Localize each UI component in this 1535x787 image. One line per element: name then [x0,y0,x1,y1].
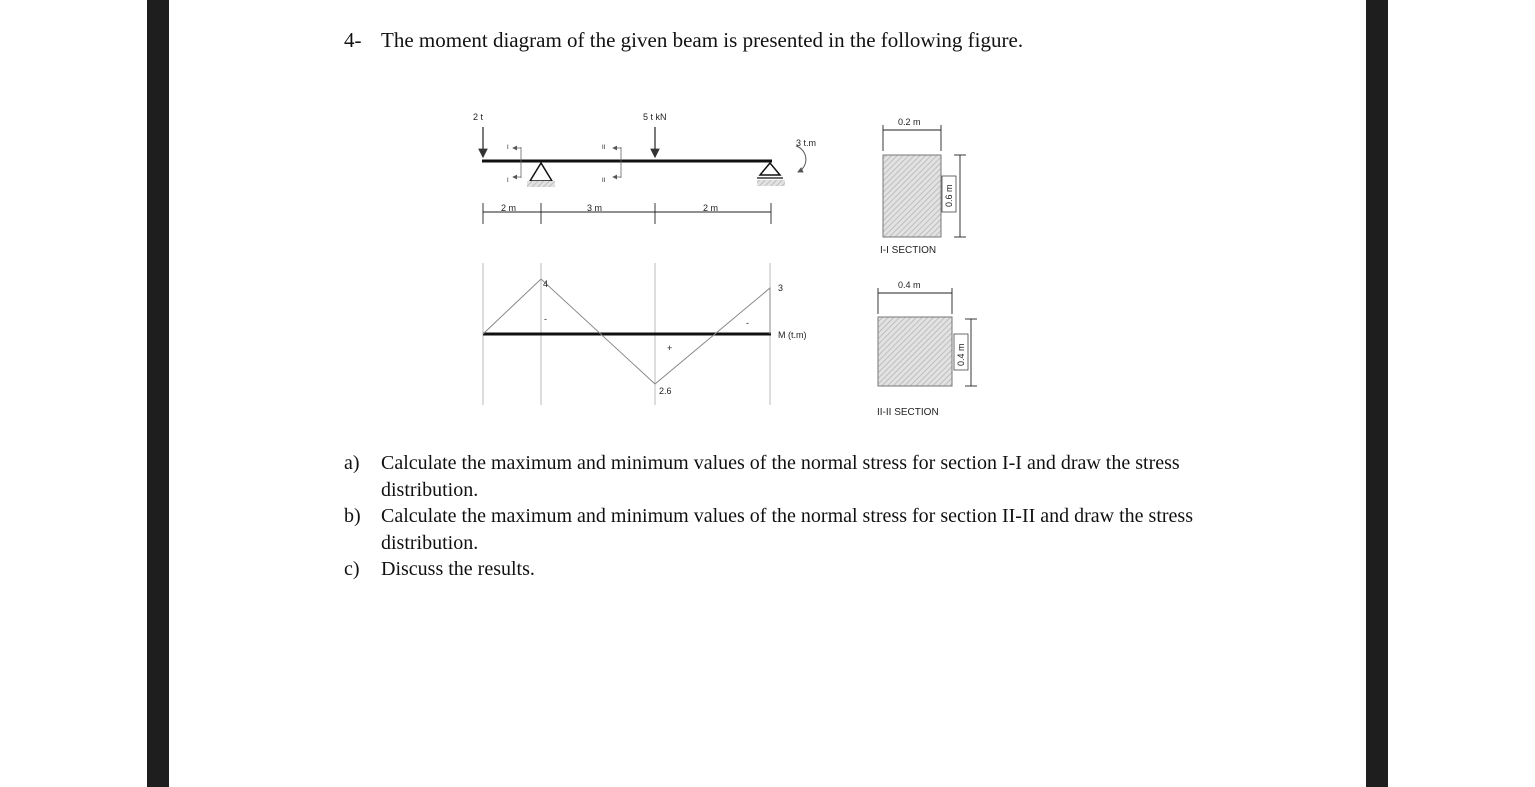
moment-sign-mid: + [667,343,673,353]
section-2 [877,280,977,418]
section-2-height-label: 0.4 m [956,343,966,366]
part-b-text: Calculate the maximum and minimum values of the normal stress for section II-II and draw the stress distribution. [381,505,1194,554]
pin-support [530,163,552,181]
moment-sign-left: - [544,314,547,324]
part-c-text: Discuss the results. [381,558,535,580]
moment-sign-right: - [746,318,749,328]
moment-value-mid: 2.6 [659,386,672,396]
cut-mark-1a: I [507,145,509,151]
section-1-shape [883,155,941,237]
roller-support [760,163,780,175]
cut-mark-1b: I [507,178,509,184]
roller-support-ground [757,180,785,186]
section-2-shape [878,317,952,386]
part-b-label: b) [344,505,361,527]
moment-value-right: 3 [778,283,784,293]
section-2-name: II-II SECTION [877,407,939,418]
moment-axis-label: M (t.m) [778,330,807,340]
moment-value-left: 4 [543,279,549,289]
span-1-label: 2 m [501,203,517,213]
section-1 [880,117,966,256]
section-1-name: I-I SECTION [880,245,937,256]
span-2-label: 3 m [587,203,603,213]
part-c [344,556,1224,583]
moment-label: 3 t.m [796,138,817,148]
moment-arc [796,146,806,172]
span-3-label: 2 m [703,203,719,213]
section-1-height-label: 0.6 m [944,184,954,207]
moment-curve [483,279,770,384]
part-c-label: c) [344,558,360,580]
part-b [344,503,1224,556]
cut-mark-2a: II [602,145,606,151]
section-2-width-label: 0.4 m [898,280,921,290]
beam-schematic [473,112,816,224]
part-a-label: a) [344,452,360,474]
section-1-width-label: 0.2 m [898,117,921,127]
load-mid-label: 5 t kN [643,112,667,122]
question-parts [344,450,1224,583]
pin-support-ground [527,181,555,187]
part-a [344,450,1224,503]
cut-mark-2b: II [602,178,606,184]
load-left-label: 2 t [473,112,484,122]
question-text: The moment diagram of the given beam is presented in the following figure. [381,28,1024,52]
moment-diagram [483,263,807,405]
question-number: 4- [344,28,362,52]
dimension-line [483,203,771,224]
part-a-text: Calculate the maximum and minimum values of the normal stress for section I-I and draw the stress distribution. [381,452,1180,501]
